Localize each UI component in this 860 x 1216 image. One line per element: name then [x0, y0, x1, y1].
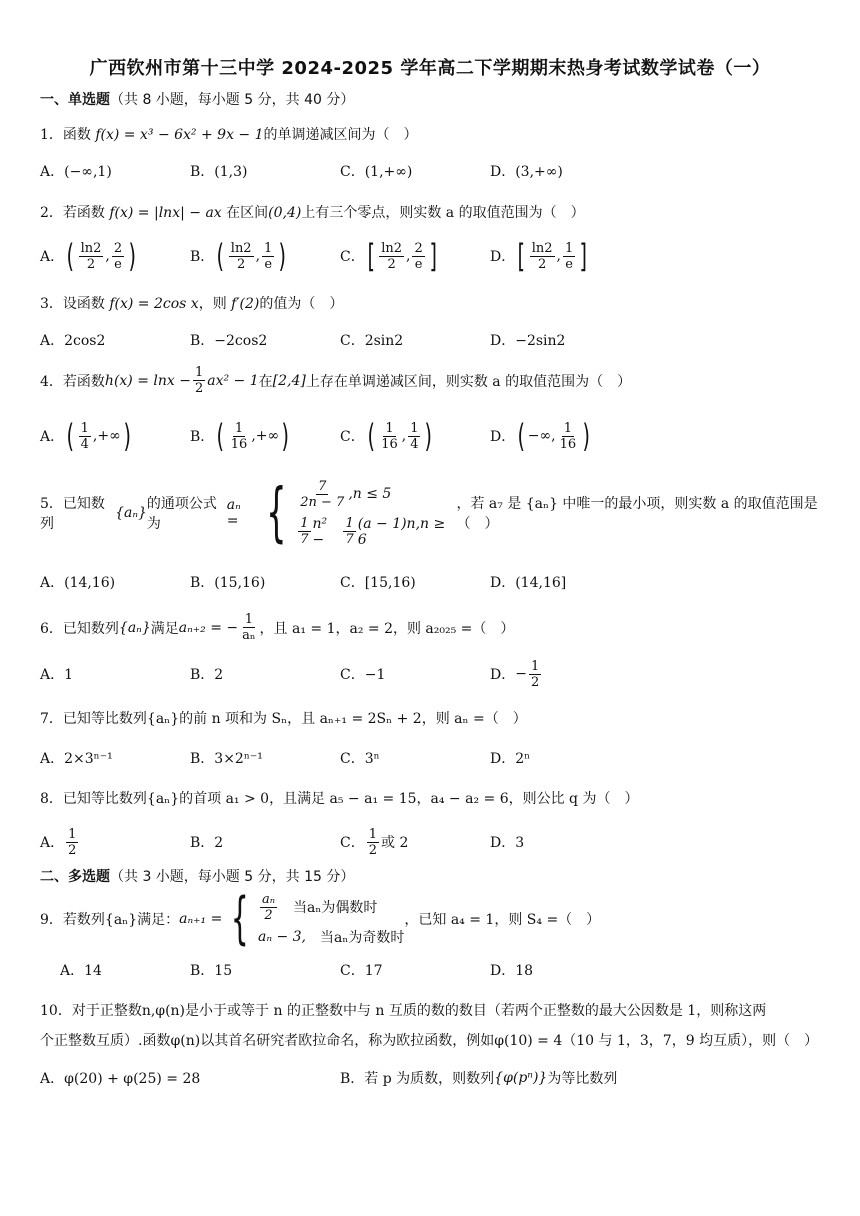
option-c[interactable]: C． $\frac{1}{2}$ 或 2 [340, 826, 409, 858]
question-9-options [60, 950, 860, 990]
section-heading-single-choice: 一、单选题（共 8 小题，每小题 5 分，共 40 分） [40, 92, 355, 108]
option-c[interactable]: C．3ⁿ [340, 751, 380, 767]
option-a[interactable]: A．2×3ⁿ⁻¹ [40, 751, 113, 767]
option-d[interactable]: D．2ⁿ [490, 751, 531, 767]
question-7-stem: 7．已知等比数列{aₙ}的前 n 项和为 Sₙ，且 aₙ₊₁ = 2Sₙ + 2，则 aₙ =（ ） [40, 711, 527, 727]
option-a[interactable]: A．φ(20) + φ(25) = 28 [40, 1071, 201, 1087]
option-b[interactable]: B．若 p 为质数，则数列 {φ(pⁿ)} 为等比数列 [340, 1070, 618, 1087]
question-10-stem-line2: 个正整数互质）.函数φ(n)以其首名研究者欧拉命名，称为欧拉函数，例如φ(10) = 4（10 与 1，3，7，9 均互质），则（ ） [40, 1033, 819, 1049]
option-a[interactable]: A．14 [60, 963, 102, 979]
option-b[interactable]: B． ( $\frac{\ln 2}{2}$ , $\frac{1}{e}$ ) [190, 237, 287, 275]
question-4-options [40, 416, 840, 456]
exam-title: 广西钦州市第十三中学 2024-2025 学年高二下学期期末热身考试数学试卷（一） [89, 58, 771, 79]
option-b[interactable]: B．2 [190, 835, 224, 851]
option-d[interactable]: D．−2sin2 [490, 333, 566, 349]
question-7-options [40, 738, 840, 778]
section-heading-multiple-choice: 二、多选题（共 3 小题，每小题 5 分，共 15 分） [40, 869, 355, 885]
option-d[interactable]: D．(3,+∞) [490, 164, 563, 180]
question-3-options [40, 320, 840, 360]
question-10-options [40, 1058, 840, 1098]
option-c[interactable]: C．[15,16) [340, 575, 416, 591]
question-6-stem: 6．已知数列 {aₙ} 满足 aₙ₊₂ = − $\frac{1}{\text{aₙ}}$ ，且 a₁ = 1，a₂ = 2，则 a₂₀₂₅ =（ ） [40, 612, 515, 643]
question-6-options [40, 654, 840, 694]
option-a[interactable]: A．(−∞,1) [40, 164, 112, 180]
question-5-stem: 5．已知数列 {aₙ} 的通项公式为 aₙ = { $\frac{7}{2n - 7}$ ,n ≤ 5 $\frac{1}{7}$ n² − $\frac{1}{7}$ (a − 1)n,n ≥ 6 ，若 a₇ 是 {aₙ} 中唯一的最小项，则实数 a 的取值范围是（ ） [40, 476, 818, 550]
option-c[interactable]: C． ( $\frac{1}{16}$ , $\frac{1}{4}$ ) [340, 417, 433, 455]
option-a[interactable]: A．1 [40, 667, 74, 683]
option-c[interactable]: C．(1,+∞) [340, 164, 413, 180]
question-1-stem: 1．函数 f(x) = x³ − 6x² + 9x − 1的单调递减区间为（ ） [40, 127, 418, 143]
option-a[interactable]: A． ( $\frac{1}{4}$ , +∞ ) [40, 417, 131, 455]
option-a[interactable]: A．(14,16) [40, 575, 116, 591]
option-b[interactable]: B．(1,3) [190, 164, 248, 180]
question-8-options [40, 822, 840, 862]
option-c[interactable]: C．17 [340, 963, 383, 979]
question-10-stem-line1: 10．对于正整数n,φ(n)是小于或等于 n 的正整数中与 n 互质的数的数目（若两个正整数的最大公因数是 1，则称这两 [40, 1003, 767, 1019]
question-1-options [40, 151, 840, 191]
question-9-stem: 9．若数列{aₙ}满足： aₙ₊₁ = { $\frac{\text{aₙ}}{2}$ 当aₙ为偶数时 aₙ − 3, 当aₙ为奇数时 ，已知 a₄ = 1，则 S₄ =（ ） [40, 886, 601, 951]
option-a[interactable]: A． ( $\frac{\ln 2}{2}$ , $\frac{2}{e}$ ) [40, 237, 137, 275]
option-b[interactable]: B．−2cos2 [190, 333, 268, 349]
option-c[interactable]: C．2sin2 [340, 333, 404, 349]
option-c[interactable]: C．−1 [340, 667, 386, 683]
question-8-stem: 8．已知等比数列{aₙ}的首项 a₁ > 0，且满足 a₅ − a₁ = 15，a₄ − a₂ = 6，则公比 q 为（ ） [40, 791, 639, 807]
option-b[interactable]: B．15 [190, 963, 233, 979]
option-b[interactable]: B．(15,16) [190, 575, 266, 591]
option-a[interactable]: A．2cos2 [40, 333, 106, 349]
question-2-stem: 2．若函数 f(x) = |lnx| − ax 在区间(0,4)上有三个零点，则实数 a 的取值范围为（ ） [40, 205, 585, 221]
question-2-options [40, 236, 840, 276]
option-c[interactable]: C． [ $\frac{\ln 2}{2}$ , $\frac{2}{e}$ ] [340, 237, 437, 275]
option-a[interactable]: A． $\frac{1}{2}$ [40, 826, 77, 858]
option-d[interactable]: D．(14,16] [490, 575, 567, 591]
option-d[interactable]: D． [ $\frac{\ln 2}{2}$ , $\frac{1}{e}$ ] [490, 237, 588, 275]
option-d[interactable]: D． ( −∞ , $\frac{1}{16}$ ) [490, 417, 591, 455]
question-3-stem: 3．设函数 f(x) = 2cos x，则 f′(2)的值为（ ） [40, 296, 344, 312]
question-4-stem: 4．若函数 h(x) = lnx − $\frac{1}{2}$ ax² − 1 在 [2,4] 上存在单调递减区间，则实数 a 的取值范围为（ ） [40, 365, 632, 396]
option-b[interactable]: B． ( $\frac{1}{16}$ , +∞ ) [190, 417, 290, 455]
question-5-options [40, 562, 840, 602]
option-b[interactable]: B．2 [190, 667, 224, 683]
option-d[interactable]: D． − $\frac{1}{2}$ [490, 658, 540, 690]
option-b[interactable]: B．3×2ⁿ⁻¹ [190, 751, 263, 767]
option-d[interactable]: D．3 [490, 835, 525, 851]
option-d[interactable]: D．18 [490, 963, 534, 979]
